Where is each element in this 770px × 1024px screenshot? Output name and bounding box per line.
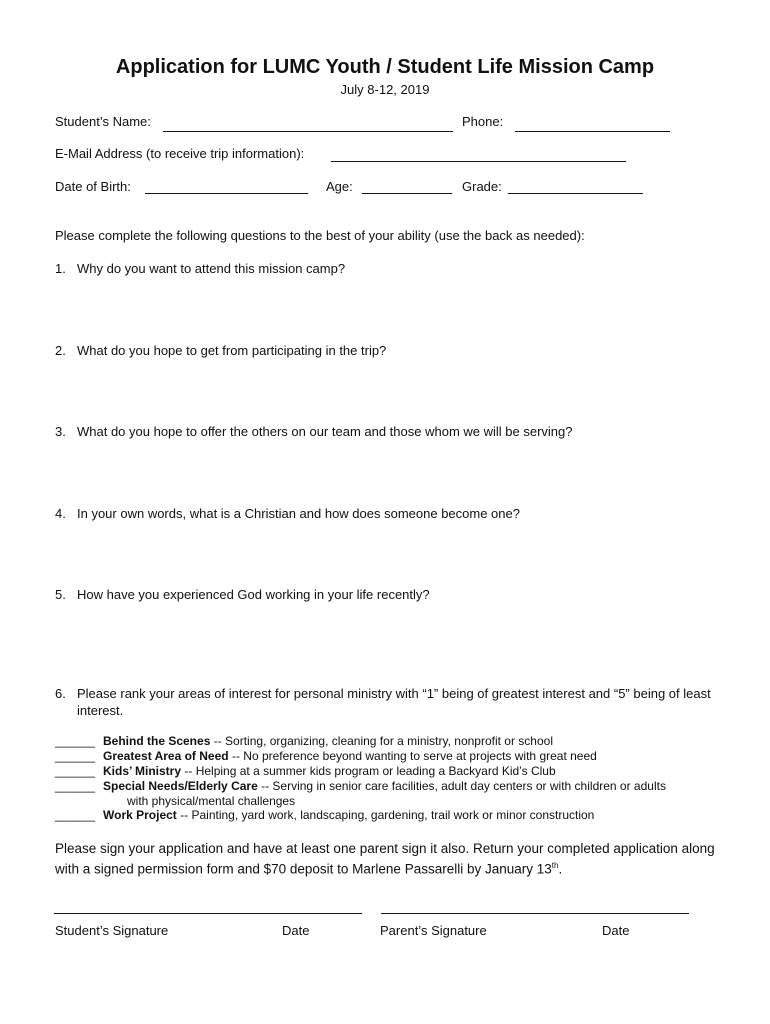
age-label: Age: [326, 179, 353, 194]
rank-item-desc: -- No preference beyond wanting to serve at projects with great need [231, 749, 597, 763]
rank-item-name: Work Project [103, 808, 177, 822]
question-number: 1. [55, 261, 66, 276]
rank-blank[interactable]: ______ [55, 808, 96, 822]
email-label: E-Mail Address (to receive trip information): [55, 146, 305, 161]
question-number: 6. [55, 686, 66, 701]
parent-signature-label: Parent’s Signature [380, 923, 487, 938]
rank-item-kids-ministry [55, 764, 556, 779]
closing-instructions [55, 840, 715, 878]
email-field[interactable] [331, 161, 626, 162]
student-signature-line[interactable] [54, 913, 362, 914]
question-5 [55, 587, 430, 603]
page-title: Application for LUMC Youth / Student Life Mission Camp [115, 56, 655, 78]
closing-end: . [558, 861, 563, 877]
student-signature-label: Student’s Signature [55, 923, 169, 938]
rank-blank[interactable]: ______ [55, 749, 96, 763]
instructions: Please complete the following questions to the best of your ability (use the back as needed): [55, 228, 585, 243]
rank-item-special-needs [55, 779, 666, 794]
rank-item-behind-the-scenes [55, 734, 553, 749]
student-name-field[interactable] [163, 131, 453, 132]
student-name-label: Student’s Name: [55, 114, 151, 129]
question-text: How have you experienced God working in your life recently? [77, 587, 430, 602]
question-number: 4. [55, 506, 66, 521]
parent-date-label: Date [602, 923, 630, 938]
rank-item-greatest-need [55, 749, 597, 764]
question-text: Please rank your areas of interest for personal ministry with “1” being of greatest interest and “5” being of least interest. [77, 686, 711, 718]
rank-item-name: Kids’ Ministry [103, 764, 182, 778]
question-text: Why do you want to attend this mission camp? [77, 261, 346, 276]
phone-label: Phone: [462, 114, 504, 129]
question-3 [55, 424, 573, 440]
closing-sup: th [551, 861, 559, 870]
rank-item-work-project [55, 808, 594, 823]
rank-item-desc: -- Sorting, organizing, cleaning for a ministry, nonprofit or school [213, 734, 553, 748]
parent-signature-line[interactable] [381, 913, 689, 914]
dob-label: Date of Birth: [55, 179, 131, 194]
rank-blank[interactable]: ______ [55, 764, 96, 778]
age-field[interactable] [362, 193, 452, 194]
question-4 [55, 506, 520, 522]
rank-item-name: Greatest Area of Need [103, 749, 229, 763]
grade-field[interactable] [508, 193, 643, 194]
camp-dates: July 8-12, 2019 [340, 82, 430, 97]
rank-item-name: Behind the Scenes [103, 734, 211, 748]
question-number: 2. [55, 343, 66, 358]
phone-field[interactable] [515, 131, 670, 132]
dob-field[interactable] [145, 193, 308, 194]
rank-blank[interactable]: ______ [55, 779, 96, 793]
question-1 [55, 261, 345, 277]
question-text: What do you hope to offer the others on our team and those whom we will be serving? [77, 424, 573, 439]
question-text: In your own words, what is a Christian and how does someone become one? [77, 506, 520, 521]
rank-blank[interactable]: ______ [55, 734, 96, 748]
rank-item-desc: -- Painting, yard work, landscaping, gardening, trail work or minor construction [180, 808, 595, 822]
question-number: 5. [55, 587, 66, 602]
question-text: What do you hope to get from participating in the trip? [77, 343, 387, 358]
question-2 [55, 343, 386, 359]
rank-item-desc-continued: with physical/mental challenges [127, 794, 296, 808]
question-number: 3. [55, 424, 66, 439]
closing-text: Please sign your application and have at least one parent sign it also. Return your completed application along with a signed permission form and $70 deposit to Marlene Passarelli by January 13 [55, 841, 715, 877]
question-6 [55, 685, 715, 719]
rank-item-name: Special Needs/Elderly Care [103, 779, 258, 793]
grade-label: Grade: [462, 179, 502, 194]
student-date-label: Date [282, 923, 310, 938]
rank-item-desc: -- Serving in senior care facilities, adult day centers or with children or adults [261, 779, 666, 793]
rank-item-desc: -- Helping at a summer kids program or leading a Backyard Kid’s Club [184, 764, 556, 778]
